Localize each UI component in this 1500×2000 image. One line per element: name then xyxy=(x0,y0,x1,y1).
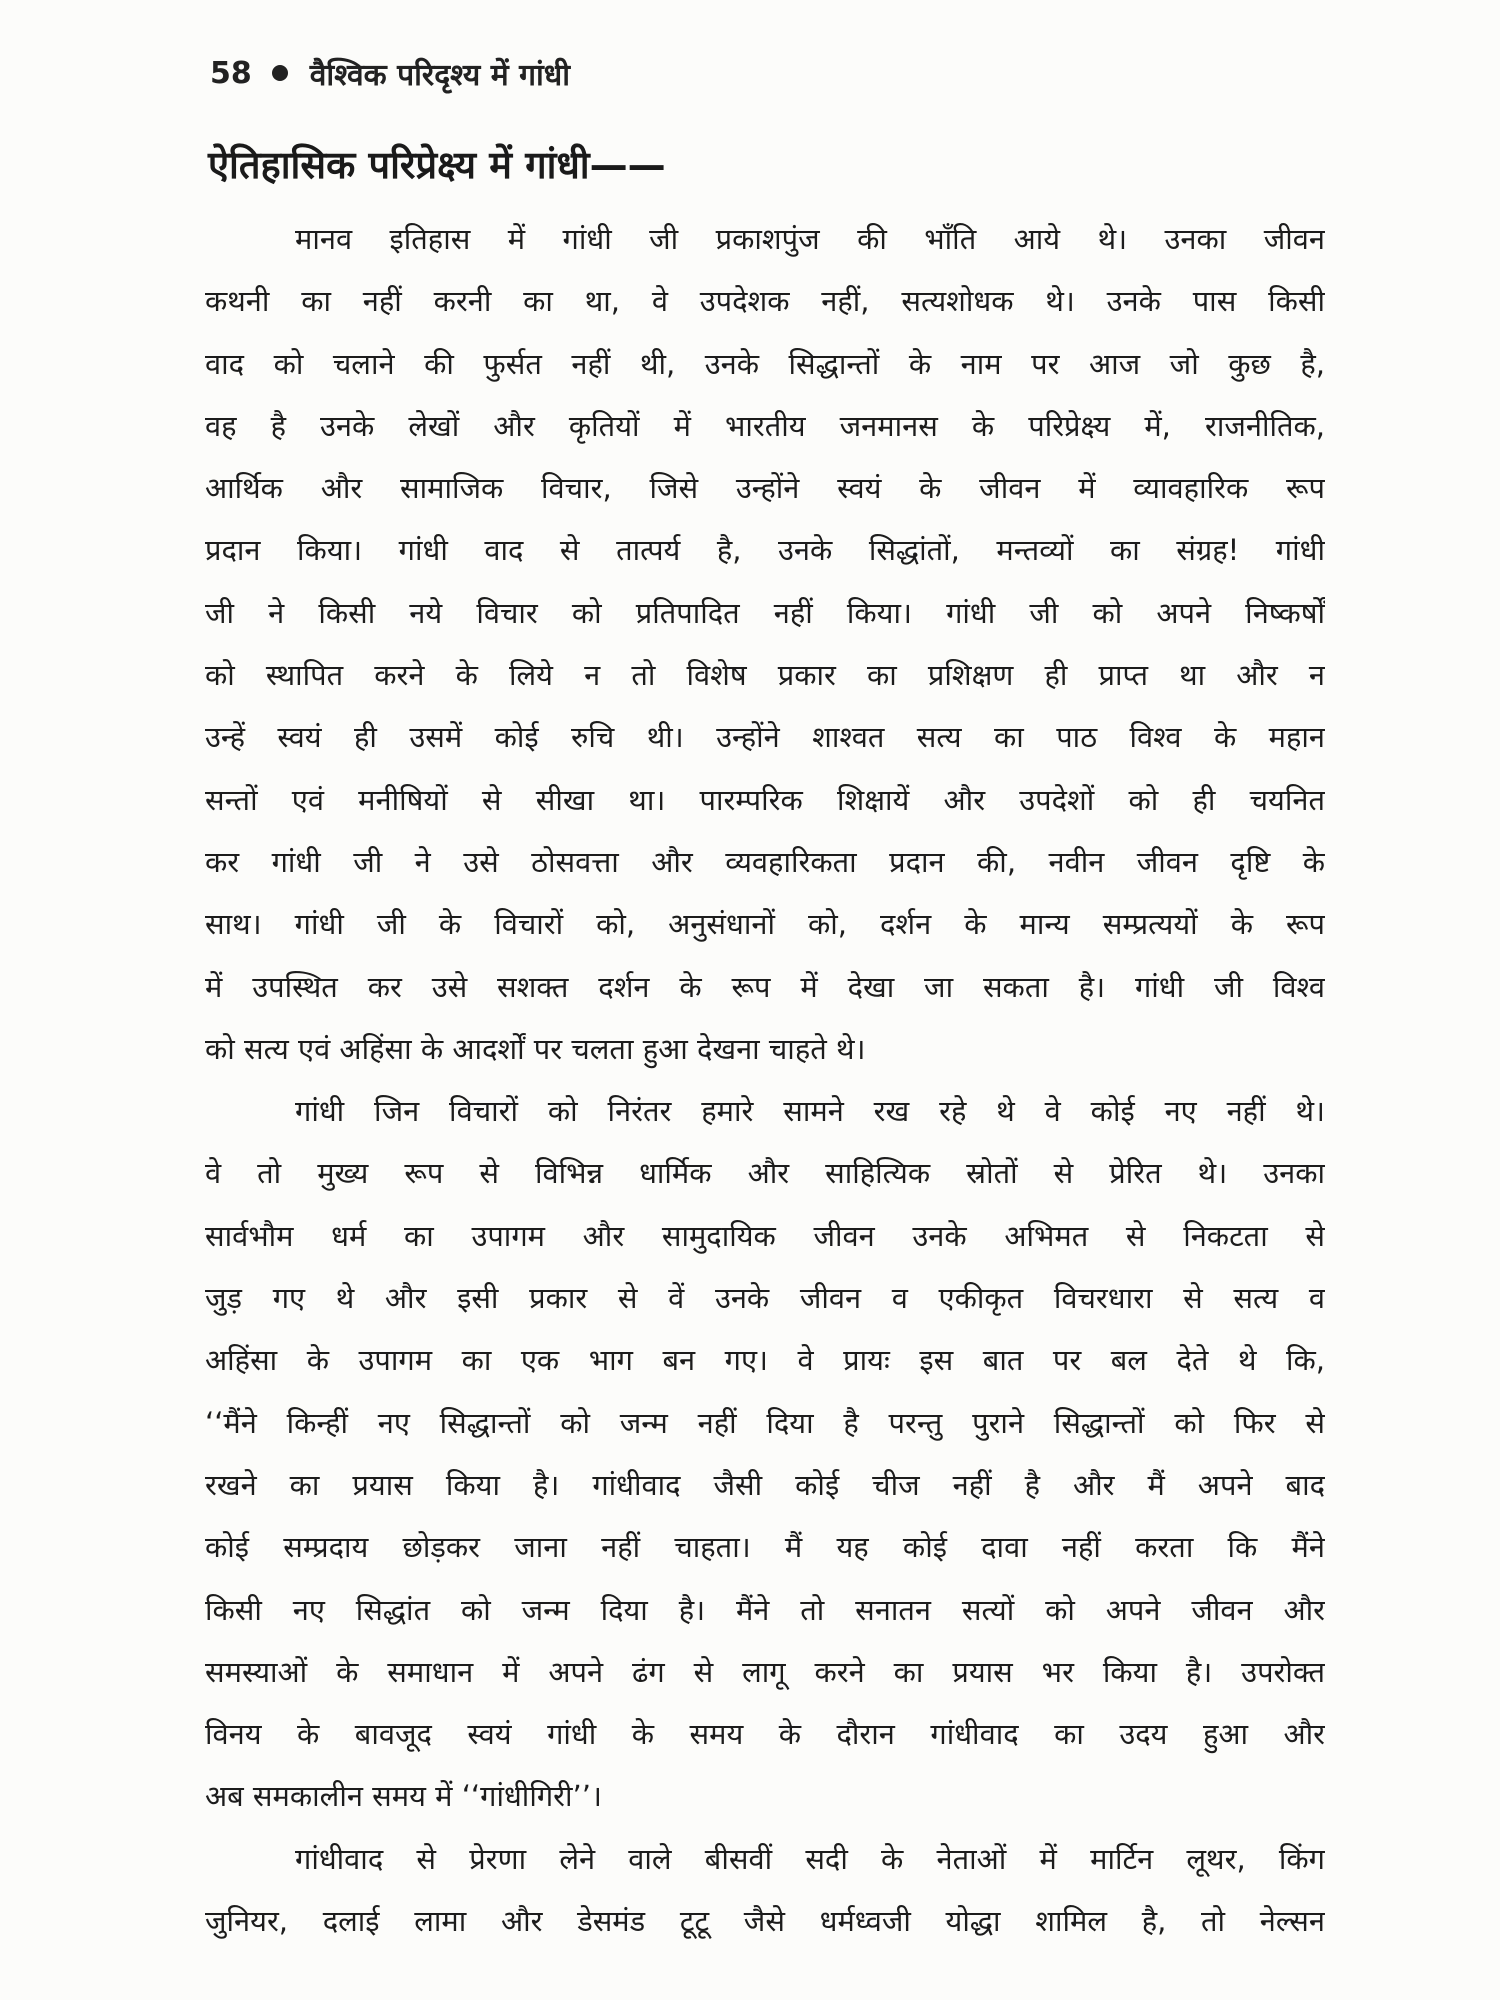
text-line: वह है उनके लेखों और कृतियों में भारतीय जनमानस के परिप्रेक्ष्य में, राजनीतिक, xyxy=(205,408,1325,443)
book-title: वैश्विक परिदृश्य में गांधी xyxy=(309,57,570,93)
body-text xyxy=(205,208,1325,1952)
text-line: कर गांधी जी ने उसे ठोसवत्ता और व्यवहारिकता प्रदान की, नवीन जीवन दृष्टि के xyxy=(205,844,1325,879)
text-line: समस्याओं के समाधान में अपने ढंग से लागू करने का प्रयास भर किया है। उपरोक्त xyxy=(205,1654,1325,1689)
text-line: अहिंसा के उपागम का एक भाग बन गए। वे प्रायः इस बात पर बल देते थे कि, xyxy=(205,1343,1325,1378)
text-line: वे तो मुख्य रूप से विभिन्न धार्मिक और साहित्यिक स्रोतों से प्रेरित थे। उनका xyxy=(205,1156,1325,1191)
text-line: रखने का प्रयास किया है। गांधीवाद जैसी कोई चीज नहीं है और मैं अपने बाद xyxy=(205,1467,1325,1502)
text-line: ‘‘मैंने किन्हीं नए सिद्धान्तों को जन्म नहीं दिया है परन्तु पुराने सिद्धान्तों को फिर से xyxy=(205,1405,1325,1440)
text-line: कोई सम्प्रदाय छोड़कर जाना नहीं चाहता। मैं यह कोई दावा नहीं करता कि मैंने xyxy=(205,1530,1325,1565)
page-number: 58 xyxy=(210,55,252,91)
text-line: गांधीवाद से प्रेरणा लेने वाले बीसवीं सदी के नेताओं में मार्टिन लूथर, किंग xyxy=(295,1841,1325,1876)
text-line: को सत्य एवं अहिंसा के आदर्शों पर चलता हुआ देखना चाहते थे। xyxy=(205,1031,866,1066)
text-line: को स्थापित करने के लिये न तो विशेष प्रकार का प्रशिक्षण ही प्राप्त था और न xyxy=(205,658,1325,693)
section-heading: ऐतिहासिक परिप्रेक्ष्य में गांधी—— xyxy=(208,143,666,187)
text-line: में उपस्थित कर उसे सशक्त दर्शन के रूप में देखा जा सकता है। गांधी जी विश्व xyxy=(205,969,1325,1004)
text-line: साथ। गांधी जी के विचारों को, अनुसंधानों को, दर्शन के मान्य सम्प्रत्ययों के रूप xyxy=(205,907,1325,942)
text-line: वाद को चलाने की फुर्सत नहीं थी, उनके सिद्धान्तों के नाम पर आज जो कुछ है, xyxy=(205,346,1325,381)
text-line: गांधी जिन विचारों को निरंतर हमारे सामने रख रहे थे वे कोई नए नहीं थे। xyxy=(295,1094,1325,1129)
text-line: मानव इतिहास में गांधी जी प्रकाशपुंज की भाँति आये थे। उनका जीवन xyxy=(295,222,1325,256)
text-line: उन्हें स्वयं ही उसमें कोई रुचि थी। उन्होंने शाश्वत सत्य का पाठ विश्व के महान xyxy=(205,720,1325,755)
text-line: कथनी का नहीं करनी का था, वे उपदेशक नहीं, सत्यशोधक थे। उनके पास किसी xyxy=(205,284,1325,319)
running-head xyxy=(210,48,570,98)
text-line: सार्वभौम धर्म का उपागम और सामुदायिक जीवन उनके अभिमत से निकटता से xyxy=(205,1218,1325,1253)
text-line: किसी नए सिद्धांत को जन्म दिया है। मैंने तो सनातन सत्यों को अपने जीवन और xyxy=(205,1592,1325,1627)
text-line: अब समकालीन समय में ‘‘गांधीगिरी’’। xyxy=(205,1779,602,1814)
text-line: प्रदान किया। गांधी वाद से तात्पर्य है, उनके सिद्धांतों, मन्तव्यों का संग्रह! गांधी xyxy=(205,533,1325,568)
text-line: जी ने किसी नये विचार को प्रतिपादित नहीं किया। गांधी जी को अपने निष्कर्षों xyxy=(205,595,1325,630)
text-line: सन्तों एवं मनीषियों से सीखा था। पारम्परिक शिक्षायें और उपदेशों को ही चयनित xyxy=(205,782,1325,817)
text-line: जुनियर, दलाई लामा और डेसमंड टूटू जैसे धर्मध्वजी योद्धा शामिल है, तो नेल्सन xyxy=(205,1904,1325,1939)
bullet-icon xyxy=(272,65,288,81)
text-line: जुड़ गए थे और इसी प्रकार से वें उनके जीवन व एकीकृत विचरधारा से सत्य व xyxy=(205,1281,1325,1316)
text-line: विनय के बावजूद स्वयं गांधी के समय के दौरान गांधीवाद का उदय हुआ और xyxy=(205,1717,1325,1752)
text-line: आर्थिक और सामाजिक विचार, जिसे उन्होंने स्वयं के जीवन में व्यावहारिक रूप xyxy=(205,471,1325,506)
